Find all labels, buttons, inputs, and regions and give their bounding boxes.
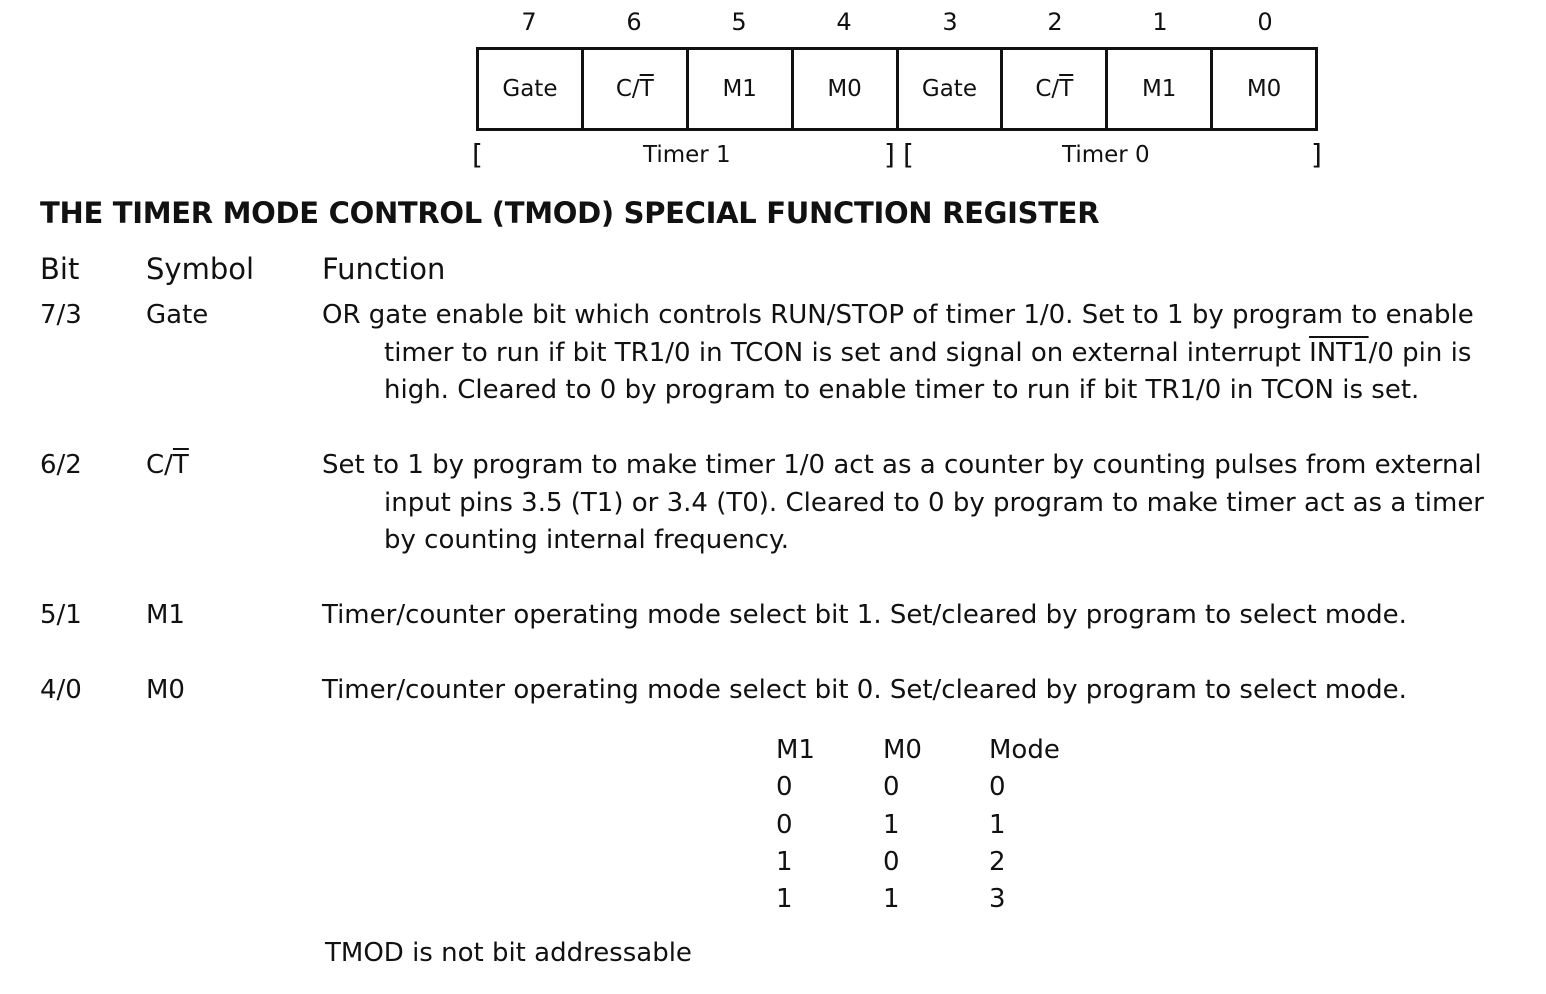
bit-number-5: 5 (731, 8, 747, 36)
row-function-m1 (322, 597, 1522, 635)
bit-number-3: 3 (942, 8, 958, 36)
row-symbol-gate: Gate (146, 300, 209, 330)
row-symbol-m0: M0 (146, 675, 185, 705)
function-line: Timer/counter operating mode select bit 1. Set/cleared by program to select mode. (322, 600, 1407, 630)
register-cell-m1-0 (1108, 50, 1213, 128)
mode-header-m0: M0 (883, 735, 922, 765)
bit-number-1: 1 (1152, 8, 1168, 36)
mode-cell: 1 (883, 884, 900, 915)
mode-table (776, 732, 1089, 918)
cell-label: M0 (1246, 76, 1282, 102)
mode-table-row (776, 881, 1089, 918)
header-symbol: Symbol (146, 252, 255, 286)
row-symbol-m1: M1 (146, 600, 185, 630)
mode-cell: 3 (989, 884, 1006, 915)
row-bit-5-1: 5/1 (40, 600, 82, 630)
timer1-bracket-open: [ (472, 138, 483, 171)
mode-cell: 1 (776, 846, 793, 877)
bit-number-0: 0 (1257, 8, 1273, 36)
mode-table-header (776, 732, 1089, 769)
cell-label: M1 (1141, 76, 1177, 102)
row-bit-4-0: 4/0 (40, 675, 82, 705)
timer1-bracket-close: ] (884, 138, 895, 171)
mode-header-mode: Mode (989, 735, 1060, 765)
bit-addressable-note: TMOD is not bit addressable (325, 938, 692, 968)
row-bit-7-3: 7/3 (40, 300, 82, 330)
mode-cell: 0 (883, 846, 900, 877)
register-cell-m0-1 (794, 50, 899, 128)
mode-cell: 1 (989, 809, 1006, 840)
mode-cell: 0 (883, 772, 900, 803)
page-title: THE TIMER MODE CONTROL (TMOD) SPECIAL FUNCTION REGISTER (40, 196, 1100, 230)
row-bit-6-2: 6/2 (40, 450, 82, 480)
cell-label: $C/\overline{T}$ (1035, 76, 1074, 102)
timer0-bracket-close: ] (1311, 138, 1322, 171)
timer1-group-label: Timer 1 (643, 142, 731, 168)
mode-cell: 0 (989, 772, 1006, 803)
mode-cell: 0 (776, 772, 793, 803)
cell-label: M0 (827, 76, 862, 102)
function-line: Set to 1 by program to make timer 1/0 act as a counter by counting pulses from external (322, 450, 1482, 480)
function-line: Timer/counter operating mode select bit 0. Set/cleared by program to select mode. (322, 675, 1407, 705)
register-cell-ct-0 (1003, 50, 1108, 128)
register-cell-ct-1 (584, 50, 689, 128)
bit-number-6: 6 (626, 8, 642, 36)
cell-label: Gate (921, 76, 977, 102)
mode-table-row (776, 807, 1089, 844)
function-line: OR gate enable bit which controls RUN/STOP of timer 1/0. Set to 1 by program to enable (322, 300, 1474, 330)
mode-cell: 0 (776, 809, 793, 840)
function-line: high. Cleared to 0 by program to enable timer to run if bit TR1/0 in TCON is set. (384, 375, 1420, 405)
register-cell-gate-1 (479, 50, 584, 128)
register-cell-m1-1 (689, 50, 794, 128)
function-line: by counting internal frequency. (384, 525, 789, 555)
bit-number-4: 4 (836, 8, 852, 36)
function-text: /0 pin is (1368, 337, 1472, 368)
register-cell-gate-0 (899, 50, 1004, 128)
function-text: timer to run if bit TR1/0 in TCON is set and signal on external interrupt (384, 337, 1301, 368)
bit-number-2: 2 (1047, 8, 1063, 36)
mode-cell: 2 (989, 846, 1006, 877)
timer0-group-label: Timer 0 (1062, 142, 1150, 168)
bit-number-7: 7 (521, 8, 537, 36)
row-symbol-ct: $C/\overline{T}$ (146, 450, 189, 480)
mode-table-row (776, 769, 1089, 806)
row-function-ct (322, 447, 1522, 560)
mode-table-row (776, 844, 1089, 881)
function-line: input pins 3.5 (T1) or 3.4 (T0). Cleared to 0 by program to make timer act as a timer (384, 487, 1484, 518)
int1-overline: INT1 (1309, 337, 1369, 368)
mode-cell: 1 (883, 809, 900, 840)
cell-label: $C/\overline{T}$ (615, 76, 654, 102)
register-cell-m0-0 (1213, 50, 1315, 128)
header-bit: Bit (40, 252, 80, 286)
mode-header-m1: M1 (776, 735, 815, 765)
tmod-register-diagram (476, 47, 1318, 131)
cell-label: Gate (502, 76, 558, 102)
timer0-bracket-open: [ (903, 138, 914, 171)
mode-cell: 1 (776, 884, 793, 915)
function-line (322, 335, 1522, 373)
cell-label: M1 (722, 76, 757, 102)
row-function-m0 (322, 672, 1522, 710)
header-function: Function (322, 252, 446, 286)
row-function-gate (322, 297, 1522, 410)
